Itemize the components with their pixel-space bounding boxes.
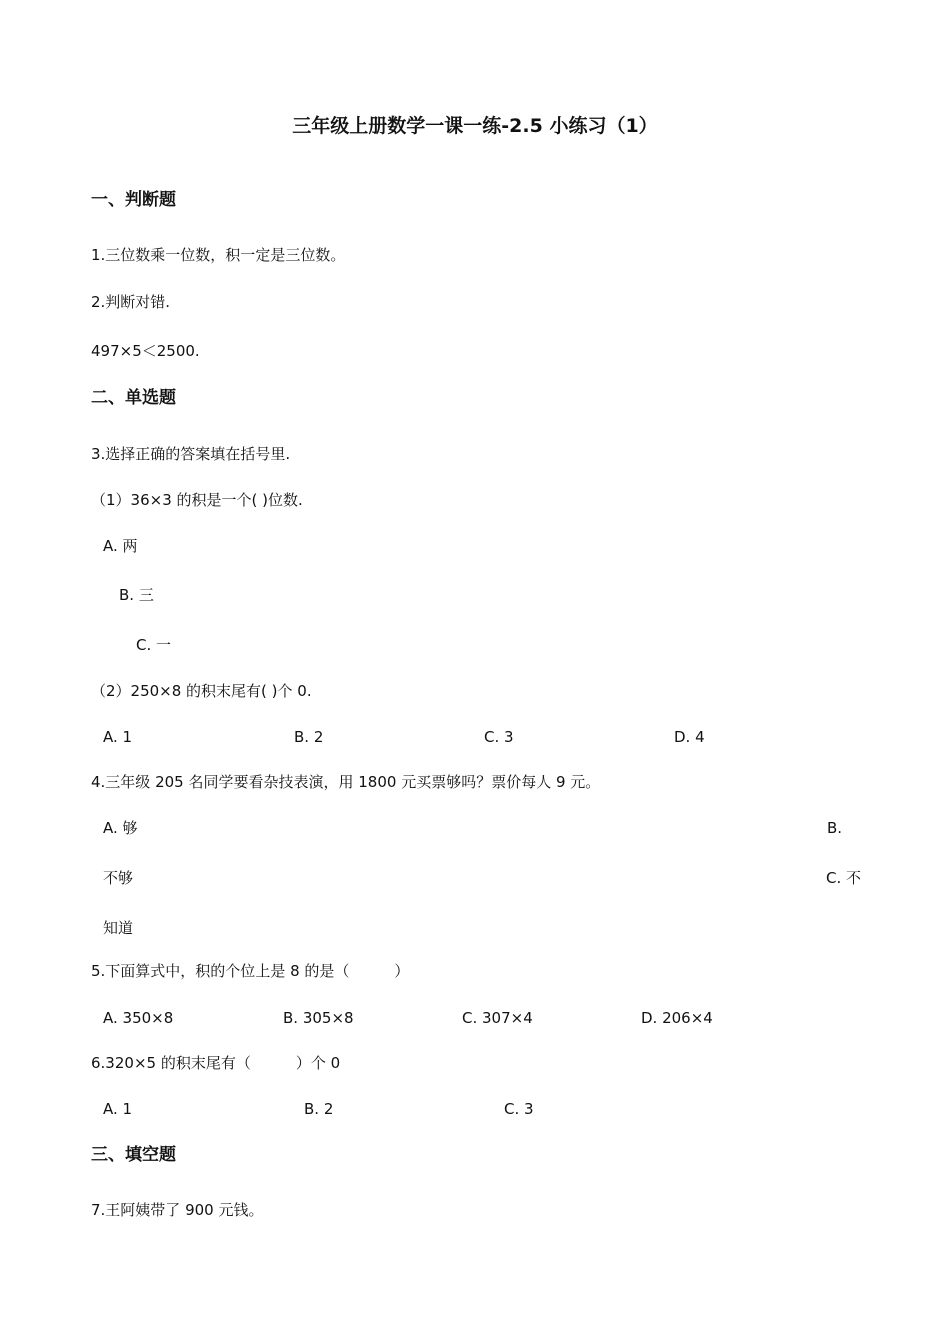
section-heading-single-choice: 二、单选题 [91,388,176,408]
option-5-b: B. 305×8 [283,1009,354,1027]
option-6-c: C. 3 [504,1100,534,1118]
option-5-c: C. 307×4 [462,1009,533,1027]
option-3-1-b: B. 三 [119,586,154,604]
option-4-a: A. 够 [103,819,138,837]
option-5-d: D. 206×4 [641,1009,713,1027]
option-3-2-b: B. 2 [294,728,324,746]
option-3-2-d: D. 4 [674,728,705,746]
question-2: 2.判断对错. [91,293,171,311]
option-3-1-c: C. 一 [136,636,172,654]
document-title: 三年级上册数学一课一练-2.5 小练习（1） [292,115,658,137]
option-3-2-c: C. 3 [484,728,514,746]
option-4-b-text: 不够 [103,869,134,887]
question-3-sub-1: （1）36×3 的积是一个( )位数. [91,491,303,509]
question-7: 7.王阿姨带了 900 元钱。 [91,1201,264,1219]
section-heading-judgment: 一、判断题 [91,190,176,210]
option-4-c-text: 知道 [103,919,134,937]
option-4-c-label: C. 不 [826,869,862,887]
section-heading-fill-blank: 三、填空题 [91,1145,176,1165]
question-3: 3.选择正确的答案填在括号里. [91,445,291,463]
question-5: 5.下面算式中，积的个位上是 8 的是（ ） [91,962,410,980]
option-6-a: A. 1 [103,1100,133,1118]
question-2-expression: 497×5＜2500. [91,342,200,360]
question-4: 4.三年级 205 名同学要看杂技表演，用 1800 元买票够吗？票价每人 9 元。 [91,773,601,791]
option-3-2-a: A. 1 [103,728,133,746]
option-4-b-label: B. [827,819,843,837]
option-6-b: B. 2 [304,1100,334,1118]
question-6: 6.320×5 的积末尾有（ ）个 0 [91,1054,341,1072]
option-3-1-a: A. 两 [103,537,138,555]
question-1: 1.三位数乘一位数，积一定是三位数。 [91,246,346,264]
option-5-a: A. 350×8 [103,1009,174,1027]
question-3-sub-2: （2）250×8 的积末尾有( )个 0. [91,682,312,700]
